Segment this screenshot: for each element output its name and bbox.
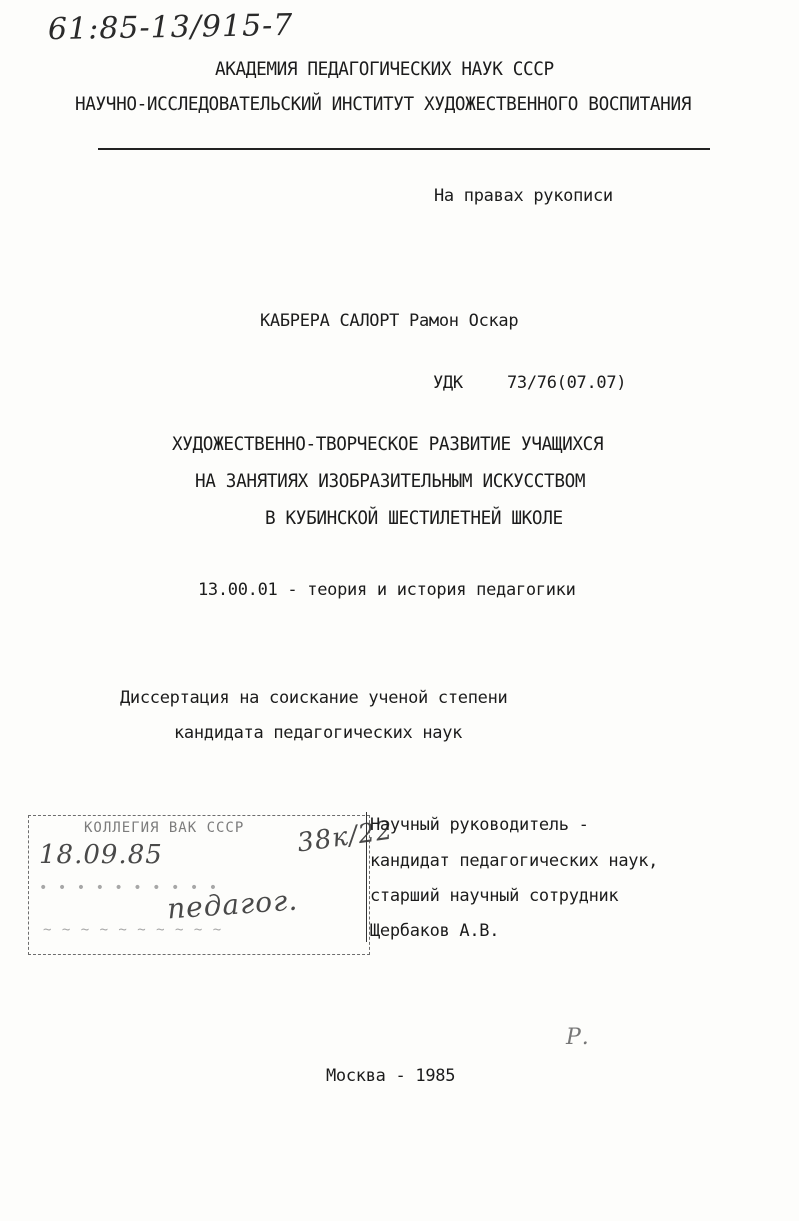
stamp-handwritten: педагог.: [166, 883, 300, 926]
udc-label: УДК: [433, 373, 463, 393]
stamp-header: КОЛЛЕГИЯ ВАК СССР: [84, 820, 245, 836]
supervisor-name: Щербаков А.В.: [370, 921, 500, 941]
header-divider: [98, 148, 710, 150]
archive-code: 61:85-13/915-7: [47, 7, 294, 48]
stamp-number: 38к/22: [295, 815, 396, 859]
dissertation-line-2: кандидата педагогических наук: [174, 723, 463, 743]
header-academy: АКАДЕМИЯ ПЕДАГОГИЧЕСКИХ НАУК СССР: [215, 58, 554, 80]
title-line-2: НА ЗАНЯТИЯХ ИЗОБРАЗИТЕЛЬНЫМ ИСКУССТВОМ: [195, 470, 586, 492]
title-line-1: ХУДОЖЕСТВЕННО-ТВОРЧЕСКОЕ РАЗВИТИЕ УЧАЩИХСЯ: [172, 433, 604, 455]
supervisor-rank: старший научный сотрудник: [370, 886, 619, 906]
manuscript-rights: На правах рукописи: [434, 186, 613, 206]
udc-value: 73/76(07.07): [507, 373, 627, 393]
header-institute: НАУЧНО-ИССЛЕДОВАТЕЛЬСКИЙ ИНСТИТУТ ХУДОЖЕСТВЕННОГО ВОСПИТАНИЯ: [75, 93, 691, 115]
pencil-signature: Р.: [566, 1025, 590, 1050]
supervisor-role: Научный руководитель -: [370, 815, 589, 835]
author-name: КАБРЕРА САЛОРТ Рамон Оскар: [260, 311, 519, 331]
dissertation-line-1: Диссертация на соискание ученой степени: [120, 688, 508, 708]
archive-stamp: [28, 815, 396, 955]
title-line-3: В КУБИНСКОЙ ШЕСТИЛЕТНЕЙ ШКОЛЕ: [265, 507, 563, 529]
city-year: Москва - 1985: [326, 1066, 456, 1086]
stamp-faded-text: • • • • • • • • • •: [39, 880, 219, 896]
supervisor-degree: кандидат педагогических наук,: [370, 851, 659, 871]
stamp-faded-text-2: ~ ~ ~ ~ ~ ~ ~ ~ ~ ~: [43, 922, 223, 938]
stamp-date: 18.09.85: [39, 840, 163, 870]
specialty-code: 13.00.01 - теория и история педагогики: [198, 580, 576, 600]
